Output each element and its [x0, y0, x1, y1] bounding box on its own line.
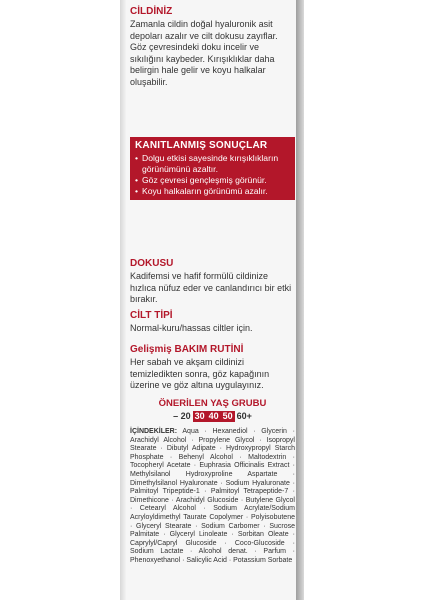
result-item: • Koyu halkaların görünümü azalır. — [135, 186, 290, 197]
section-cilt-tipi-text: Normal-kuru/hassas ciltler için. — [130, 323, 253, 333]
section-cilt-tipi — [130, 310, 295, 335]
ingredients-text: Aqua · Hexanediol · Glycerin · Arachidyl Alcohol · Propylene Glycol · Isopropyl Stearate · Dibutyl Adipate · Hydroxypropyl Starch Phosphate · Behenyl Alcohol · Maltodextrin · Tocopheryl Acetate · Euphrasia Officinalis Extract · Methylsilanol Hydroxyproline Aspartate · Dimethylsilanol Hyaluronate · Sodium Hyaluronate · Palmitoyl Tripeptide-1 · Palmitoyl Tetrapeptide-7 · Dimethicone · Arachidyl Glucoside · Butylene Glycol · Cetearyl Alcohol · Sodium Acrylate/Sodium Acryloyldimethyl Taurate Copolymer · Polyisobutene · Glyceryl Stearate · Sodium Carbomer · Sucrose Palmitate · Glyceryl Linoleate · Sorbitan Oleate · Caprylyl/Capryl Glucoside · Coco-Glucoside · Sodium Lactate · Alcohol denat. · Parfum · Phenoxyethanol · Salicylic Acid · Potassium Sorbate — [130, 428, 295, 564]
age-group-highlighted: 50 — [222, 411, 233, 421]
section-cildiniz-title: CİLDİNİZ — [130, 6, 173, 17]
section-rutin — [130, 344, 295, 392]
section-dokusu-text: Kadifemsi ve hafif formülü cildinize hızlıca nüfuz eder ve canlandırıcı bir etki bırakır. — [130, 271, 292, 304]
section-dokusu-title: DOKUSU — [130, 258, 174, 269]
ingredients-block — [130, 428, 295, 566]
box-right-edge — [296, 0, 304, 600]
right-background — [304, 0, 424, 600]
section-cildiniz — [130, 6, 295, 88]
age-group-title: ÖNERİLEN YAŞ GRUBU — [158, 398, 267, 409]
age-group-highlighted: 40 — [208, 411, 219, 421]
age-group: 60+ — [236, 411, 252, 421]
section-sonuclar — [130, 137, 295, 200]
result-list — [135, 153, 290, 197]
age-group-highlighted: 30 — [194, 411, 205, 421]
section-rutin-title: Gelişmiş BAKIM RUTİNİ — [130, 344, 244, 355]
result-item: • Dolgu etkisi sayesinde kırışıklıkların görünümünü azaltır. — [135, 153, 290, 175]
ingredients-title: İÇİNDEKİLER: — [130, 428, 178, 435]
left-background — [0, 0, 120, 600]
section-cildiniz-text: Zamanla cildin doğal hyaluronik asit depoları azalır ve cilt dokusu zayıflar. Göz çevresindeki doku incelir ve sıkılığını kaybeder. Kırışıklıklar daha belirgin hale gelir ve koyu halkalar oluşabilir. — [130, 19, 278, 87]
result-item: • Göz çevresi gençleşmiş görünür. — [135, 175, 290, 186]
age-group-row — [130, 411, 295, 422]
age-group: – 20 — [173, 411, 191, 421]
section-dokusu — [130, 258, 295, 306]
section-sonuclar-title: KANITLANMIŞ SONUÇLAR — [135, 140, 268, 151]
section-rutin-text: Her sabah ve akşam cildinizi temizledikten sonra, göz kapağının üzerine ve göz altına uygulayınız. — [130, 357, 270, 390]
section-cilt-tipi-title: CİLT TİPİ — [130, 310, 173, 321]
